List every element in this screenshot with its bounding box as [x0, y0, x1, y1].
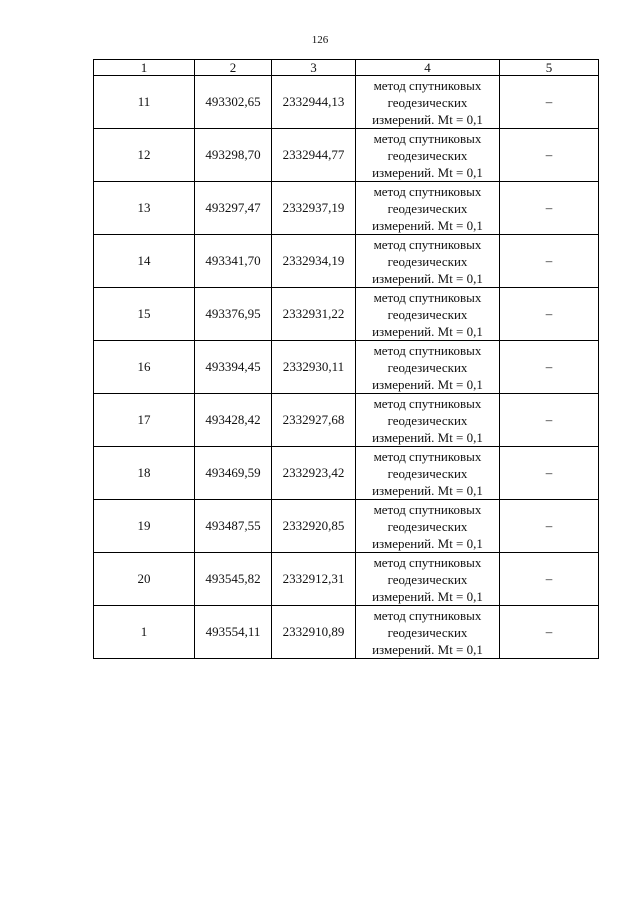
method-cell: [356, 182, 500, 235]
x-coordinate-cell: 493545,82: [195, 553, 272, 606]
x-coordinate-cell: 493376,95: [195, 288, 272, 341]
header-cell-4: 4: [356, 60, 500, 76]
x-coordinate-cell: 493487,55: [195, 500, 272, 553]
y-coordinate-cell: 2332923,42: [272, 447, 356, 500]
header-row: [94, 60, 599, 76]
table-row: [94, 606, 599, 659]
x-coordinate-cell: 493341,70: [195, 235, 272, 288]
x-coordinate-cell: 493297,47: [195, 182, 272, 235]
note-cell: –: [500, 553, 599, 606]
method-text-line: метод спутниковых: [373, 130, 482, 146]
method-text-line: измерений. Mt = 0,1: [372, 270, 483, 286]
method-text-line: измерений. Mt = 0,1: [372, 535, 483, 551]
table-row: [94, 129, 599, 182]
note-cell: –: [500, 394, 599, 447]
x-coordinate-cell: 493302,65: [195, 76, 272, 129]
table-row: [94, 500, 599, 553]
y-coordinate-cell: 2332931,22: [272, 288, 356, 341]
table-body: [94, 76, 599, 659]
method-cell: [356, 500, 500, 553]
table-row: [94, 341, 599, 394]
note-cell: –: [500, 129, 599, 182]
point-number-cell: 11: [94, 76, 195, 129]
method-text-line: измерений. Mt = 0,1: [372, 376, 483, 392]
method-cell: [356, 341, 500, 394]
page-number: 126: [311, 34, 329, 46]
point-number-cell: 18: [94, 447, 195, 500]
note-cell: –: [500, 500, 599, 553]
method-text-line: метод спутниковых: [373, 183, 482, 199]
method-text-line: метод спутниковых: [373, 395, 482, 411]
header-cell-2: 2: [195, 60, 272, 76]
method-text-line: измерений. Mt = 0,1: [372, 588, 483, 604]
y-coordinate-cell: 2332927,68: [272, 394, 356, 447]
method-text-line: геодезических: [387, 253, 468, 269]
note-cell: –: [500, 447, 599, 500]
method-text-line: измерений. Mt = 0,1: [372, 641, 483, 657]
method-text-line: геодезических: [387, 571, 468, 587]
y-coordinate-cell: 2332920,85: [272, 500, 356, 553]
table-header: [94, 60, 599, 76]
point-number-cell: 17: [94, 394, 195, 447]
method-text-line: геодезических: [387, 94, 468, 110]
method-text-line: метод спутниковых: [373, 448, 482, 464]
table-row: [94, 394, 599, 447]
method-text-line: геодезических: [387, 412, 468, 428]
method-text-line: измерений. Mt = 0,1: [372, 429, 483, 445]
point-number-cell: 12: [94, 129, 195, 182]
table-row: [94, 76, 599, 129]
method-cell: [356, 606, 500, 659]
coordinates-table: [93, 59, 599, 659]
method-cell: [356, 129, 500, 182]
method-cell: [356, 553, 500, 606]
note-cell: –: [500, 76, 599, 129]
note-cell: –: [500, 606, 599, 659]
method-text-line: метод спутниковых: [373, 236, 482, 252]
table-row: [94, 553, 599, 606]
x-coordinate-cell: 493554,11: [195, 606, 272, 659]
method-cell: [356, 394, 500, 447]
table-row: [94, 447, 599, 500]
method-text-line: метод спутниковых: [373, 554, 482, 570]
method-text-line: измерений. Mt = 0,1: [372, 482, 483, 498]
method-text-line: измерений. Mt = 0,1: [372, 323, 483, 339]
point-number-cell: 14: [94, 235, 195, 288]
method-text-line: геодезических: [387, 624, 468, 640]
point-number-cell: 19: [94, 500, 195, 553]
y-coordinate-cell: 2332934,19: [272, 235, 356, 288]
x-coordinate-cell: 493298,70: [195, 129, 272, 182]
method-cell: [356, 235, 500, 288]
y-coordinate-cell: 2332944,77: [272, 129, 356, 182]
method-cell: [356, 288, 500, 341]
method-text-line: измерений. Mt = 0,1: [372, 217, 483, 233]
note-cell: –: [500, 235, 599, 288]
note-cell: –: [500, 341, 599, 394]
method-text-line: геодезических: [387, 200, 468, 216]
method-text-line: метод спутниковых: [373, 77, 482, 93]
method-cell: [356, 447, 500, 500]
point-number-cell: 16: [94, 341, 195, 394]
method-cell: [356, 76, 500, 129]
table-row: [94, 182, 599, 235]
x-coordinate-cell: 493428,42: [195, 394, 272, 447]
method-text-line: геодезических: [387, 147, 468, 163]
method-text-line: метод спутниковых: [373, 342, 482, 358]
table-row: [94, 288, 599, 341]
x-coordinate-cell: 493469,59: [195, 447, 272, 500]
method-text-line: метод спутниковых: [373, 501, 482, 517]
y-coordinate-cell: 2332937,19: [272, 182, 356, 235]
y-coordinate-cell: 2332930,11: [272, 341, 356, 394]
method-text-line: метод спутниковых: [373, 289, 482, 305]
method-text-line: измерений. Mt = 0,1: [372, 111, 483, 127]
method-text-line: геодезических: [387, 359, 468, 375]
header-cell-3: 3: [272, 60, 356, 76]
method-text-line: метод спутниковых: [373, 607, 482, 623]
point-number-cell: 13: [94, 182, 195, 235]
point-number-cell: 1: [94, 606, 195, 659]
method-text-line: измерений. Mt = 0,1: [372, 164, 483, 180]
table-row: [94, 235, 599, 288]
y-coordinate-cell: 2332912,31: [272, 553, 356, 606]
point-number-cell: 20: [94, 553, 195, 606]
method-text-line: геодезических: [387, 306, 468, 322]
x-coordinate-cell: 493394,45: [195, 341, 272, 394]
method-text-line: геодезических: [387, 465, 468, 481]
point-number-cell: 15: [94, 288, 195, 341]
header-cell-1: 1: [94, 60, 195, 76]
header-cell-5: 5: [500, 60, 599, 76]
method-text-line: геодезических: [387, 518, 468, 534]
note-cell: –: [500, 288, 599, 341]
note-cell: –: [500, 182, 599, 235]
y-coordinate-cell: 2332944,13: [272, 76, 356, 129]
y-coordinate-cell: 2332910,89: [272, 606, 356, 659]
